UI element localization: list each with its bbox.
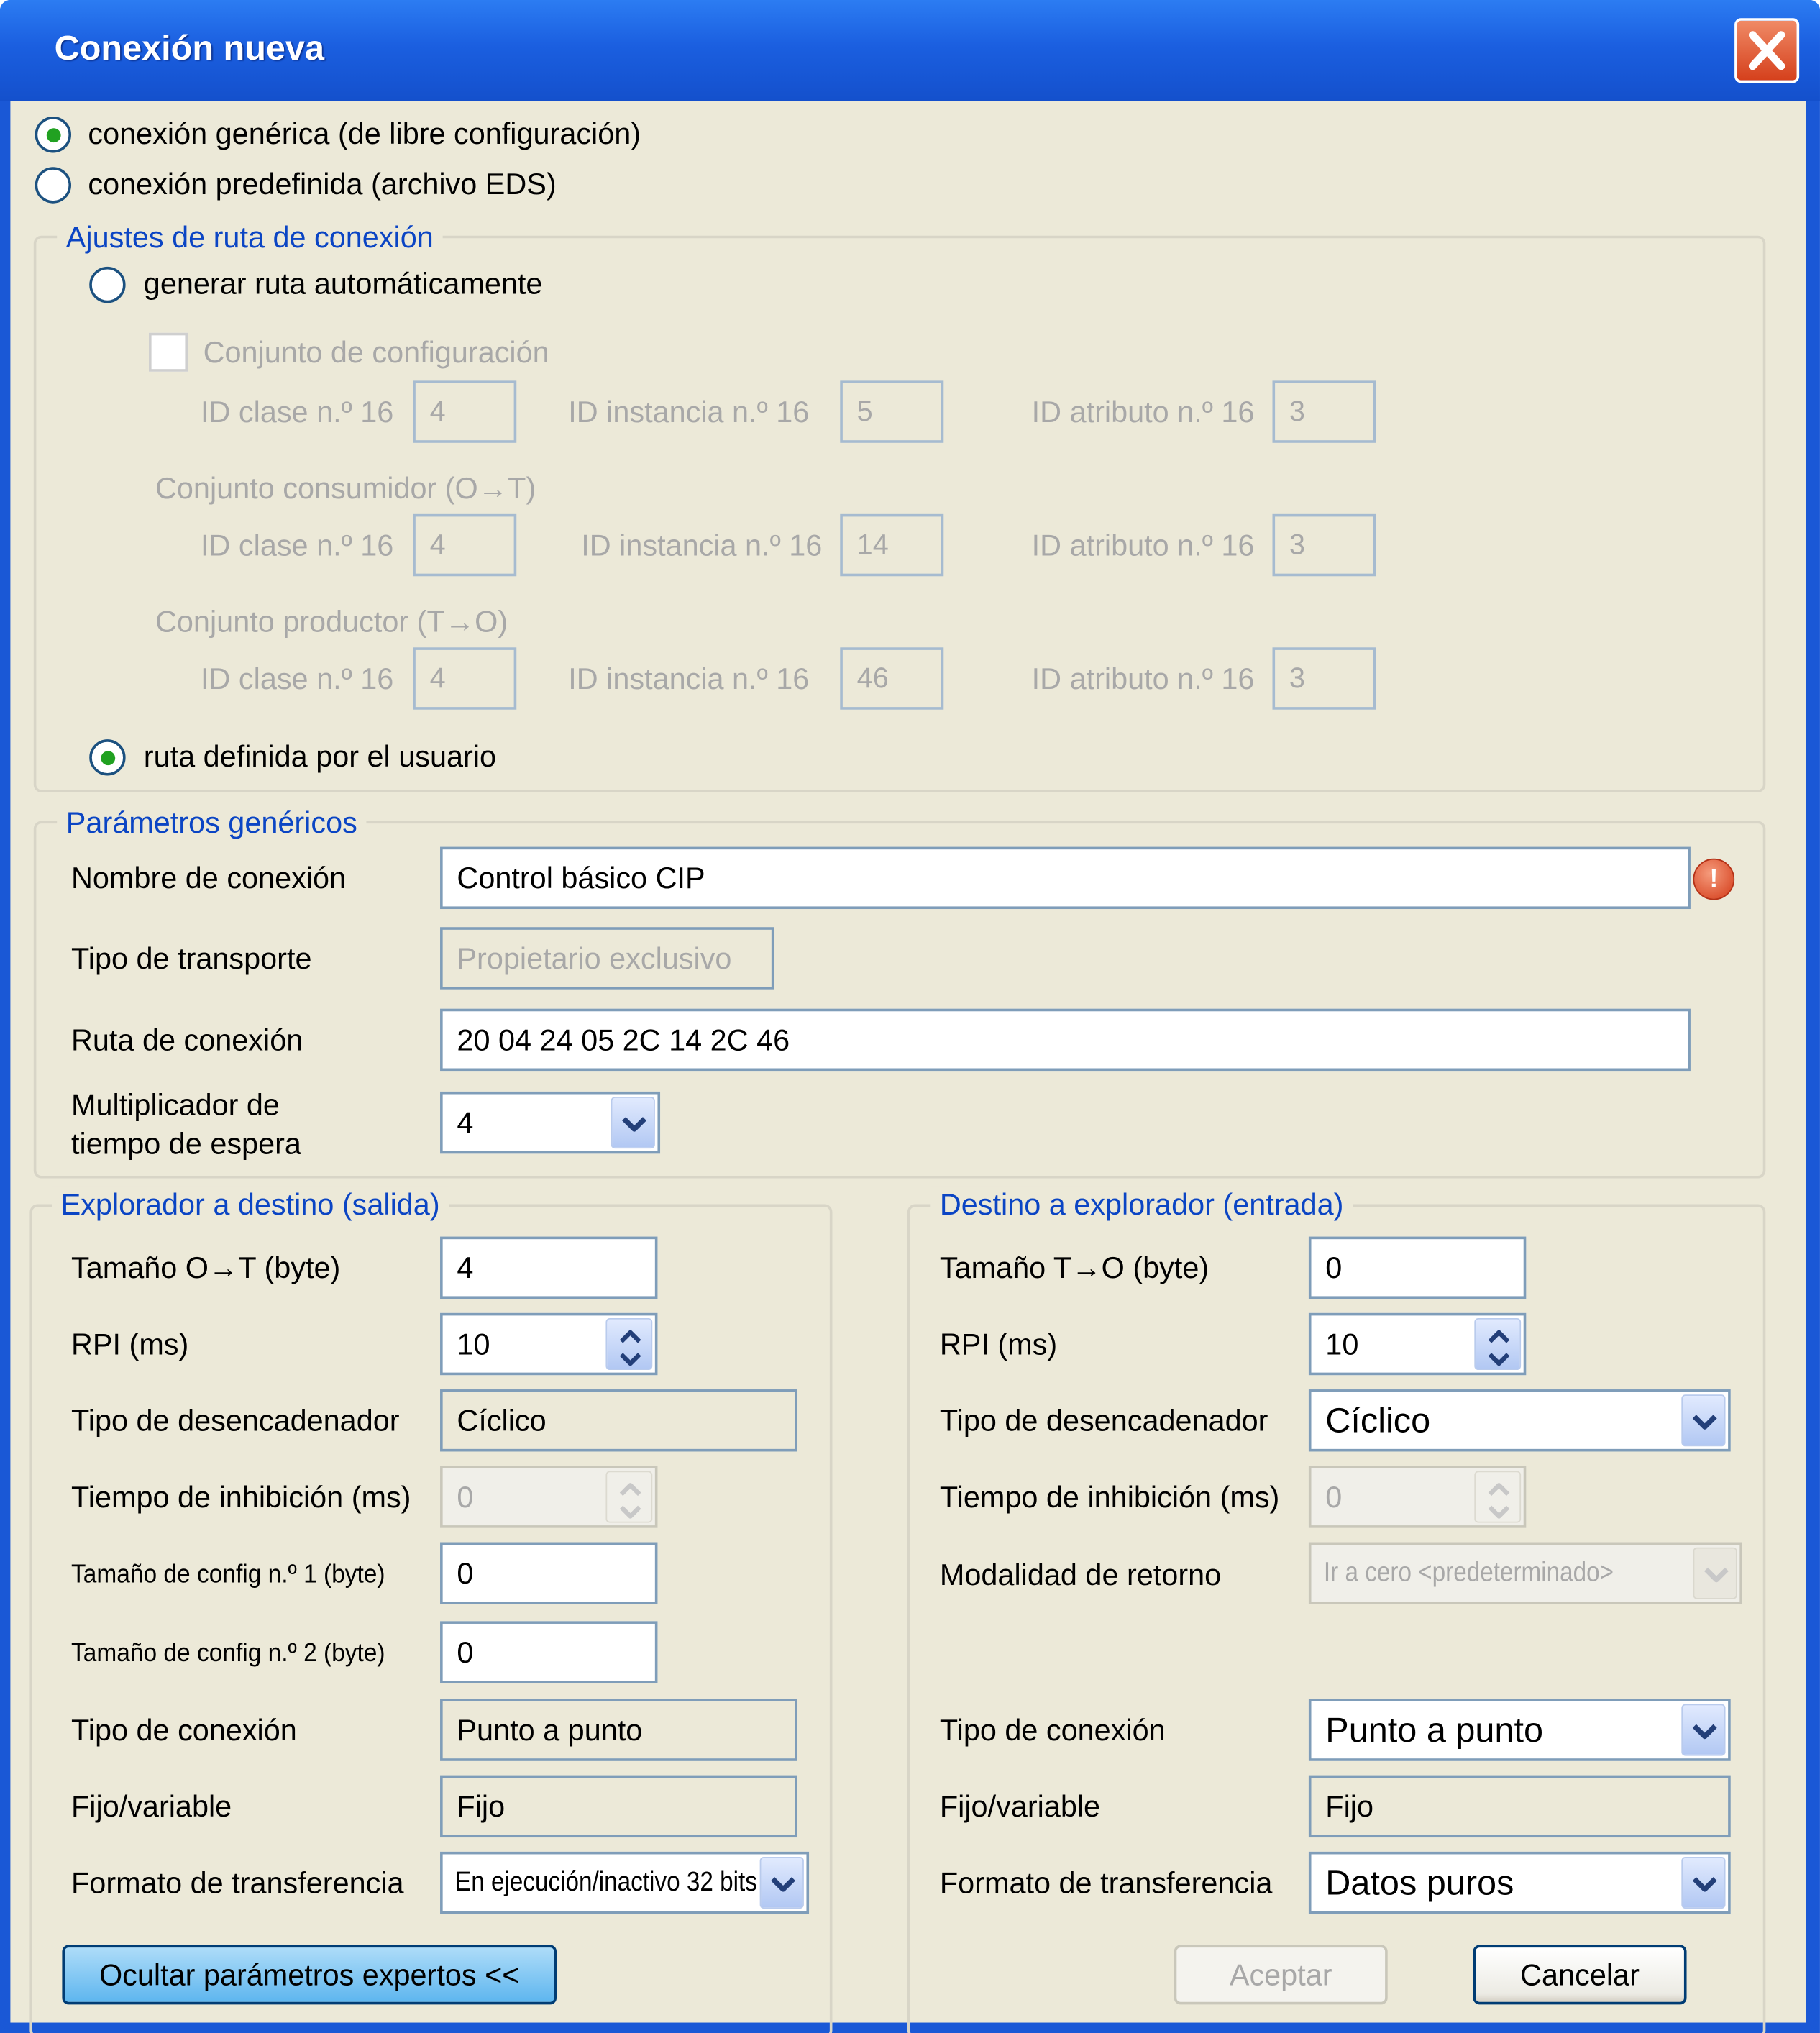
radio-generic-connection[interactable] xyxy=(35,117,71,152)
close-button[interactable] xyxy=(1734,18,1799,83)
spin-up-down-icon xyxy=(616,1325,645,1371)
producer-set-label: Conjunto productor (T→O) xyxy=(155,604,508,639)
output-format-value: En ejecución/inactivo 32 bits xyxy=(455,1867,757,1897)
output-config1-label: Tamaño de config n.º 1 (byte) xyxy=(71,1560,385,1589)
output-inhibit-label: Tiempo de inhibición (ms) xyxy=(71,1480,411,1514)
output-config2-label: Tamaño de config n.º 2 (byte) xyxy=(71,1639,385,1668)
input-trigger-label: Tipo de desencadenador xyxy=(939,1403,1268,1438)
output-format-select[interactable] xyxy=(440,1852,809,1914)
output-config1-input[interactable]: 0 xyxy=(440,1543,657,1604)
connection-path-input[interactable]: 20 04 24 05 2C 14 2C 46 xyxy=(440,1009,1691,1071)
radio-auto-path[interactable] xyxy=(89,267,125,303)
output-rpi-label: RPI (ms) xyxy=(71,1327,189,1361)
accept-button[interactable]: Aceptar xyxy=(1174,1945,1388,2005)
spin-up-down-icon xyxy=(616,1477,645,1524)
close-icon xyxy=(1737,21,1797,81)
input-size-label: Tamaño T→O (byte) xyxy=(939,1251,1209,1285)
input-fixed-label: Fijo/variable xyxy=(939,1789,1101,1824)
connection-name-label: Nombre de conexión xyxy=(71,861,347,895)
input-rpi-label: RPI (ms) xyxy=(939,1327,1058,1361)
config-instance-label: ID instancia n.º 16 xyxy=(568,395,810,429)
generic-connection-label: conexión genérica (de libre configuración) xyxy=(88,117,641,150)
chevron-down-icon xyxy=(1691,1721,1719,1742)
input-fixed-field: Fijo xyxy=(1309,1776,1731,1837)
generic-params-legend: Parámetros genéricos xyxy=(57,804,366,840)
consumer-attribute-label: ID atributo n.º 16 xyxy=(1031,528,1255,562)
input-inhibit-label: Tiempo de inhibición (ms) xyxy=(939,1480,1280,1514)
user-path-label: ruta definida por el usuario xyxy=(143,739,497,773)
timeout-multiplier-label-line2: tiempo de espera xyxy=(71,1126,301,1161)
input-rpi-spinner[interactable] xyxy=(1309,1313,1526,1375)
input-rpi-spin-buttons[interactable] xyxy=(1474,1318,1521,1370)
dialog-body xyxy=(10,101,1806,2022)
producer-attribute-label: ID atributo n.º 16 xyxy=(1031,662,1255,695)
predefined-connection-label: conexión predefinida (archivo EDS) xyxy=(88,167,557,201)
consumer-set-label: Conjunto consumidor (O→T) xyxy=(155,471,536,506)
output-inhibit-value: 0 xyxy=(457,1480,474,1514)
output-fixed-field: Fijo xyxy=(440,1776,797,1837)
consumer-instance-input[interactable]: 14 xyxy=(840,514,943,576)
output-rpi-spinner[interactable] xyxy=(440,1313,657,1375)
transport-type-field: Propietario exclusivo xyxy=(440,927,774,989)
chevron-down-icon xyxy=(620,1114,649,1135)
config-set-checkbox[interactable] xyxy=(149,333,188,372)
config-class-input[interactable]: 4 xyxy=(413,380,516,442)
input-return-label: Modalidad de retorno xyxy=(939,1558,1222,1591)
radio-predefined-connection[interactable] xyxy=(35,167,71,203)
chevron-down-icon xyxy=(1702,1564,1731,1585)
radio-selected-dot xyxy=(101,751,115,765)
producer-attribute-input[interactable]: 3 xyxy=(1272,647,1376,709)
input-inhibit-spinner xyxy=(1309,1466,1526,1527)
path-settings-legend: Ajustes de ruta de conexión xyxy=(57,219,442,255)
output-conn-type-field: Punto a punto xyxy=(440,1699,797,1760)
config-attribute-label: ID atributo n.º 16 xyxy=(1031,395,1255,429)
input-rpi-value: 10 xyxy=(1325,1327,1359,1361)
radio-selected-dot xyxy=(47,128,61,142)
input-format-select[interactable] xyxy=(1309,1852,1731,1914)
producer-class-label: ID clase n.º 16 xyxy=(201,662,394,695)
radio-user-path[interactable] xyxy=(89,739,125,775)
connection-name-input[interactable]: Control básico CIP xyxy=(440,847,1691,909)
auto-path-label: generar ruta automáticamente xyxy=(143,266,543,301)
input-inhibit-spin-buttons xyxy=(1474,1471,1521,1522)
input-format-dropdown-button[interactable] xyxy=(1681,1857,1725,1909)
input-trigger-select[interactable] xyxy=(1309,1389,1731,1451)
output-config2-input[interactable]: 0 xyxy=(440,1621,657,1683)
input-inhibit-value: 0 xyxy=(1325,1480,1343,1514)
output-rpi-value: 10 xyxy=(457,1327,490,1361)
output-size-label: Tamaño O→T (byte) xyxy=(71,1251,341,1285)
output-legend: Explorador a destino (salida) xyxy=(52,1186,449,1222)
window-title: Conexión nueva xyxy=(54,28,325,68)
config-attribute-input[interactable]: 3 xyxy=(1272,380,1376,442)
timeout-multiplier-select[interactable] xyxy=(440,1092,660,1153)
title-bar[interactable] xyxy=(0,0,1820,101)
transport-type-label: Tipo de transporte xyxy=(71,941,312,975)
output-conn-type-label: Tipo de conexión xyxy=(71,1713,297,1748)
config-set-label: Conjunto de configuración xyxy=(203,335,549,370)
warning-icon: ! xyxy=(1693,859,1735,900)
output-format-dropdown-button[interactable] xyxy=(760,1857,804,1909)
consumer-attribute-input[interactable]: 3 xyxy=(1272,514,1376,576)
output-fixed-label: Fijo/variable xyxy=(71,1789,232,1824)
input-format-label: Formato de transferencia xyxy=(939,1865,1273,1900)
output-inhibit-spinner xyxy=(440,1466,657,1527)
producer-class-input[interactable]: 4 xyxy=(413,647,516,709)
config-class-label: ID clase n.º 16 xyxy=(201,395,394,429)
output-trigger-label: Tipo de desencadenador xyxy=(71,1403,400,1438)
input-trigger-value: Cíclico xyxy=(1325,1401,1431,1440)
spin-up-down-icon xyxy=(1485,1325,1514,1371)
consumer-class-input[interactable]: 4 xyxy=(413,514,516,576)
output-trigger-field: Cíclico xyxy=(440,1389,797,1451)
spin-up-down-icon xyxy=(1485,1477,1514,1524)
input-conn-type-select[interactable] xyxy=(1309,1699,1731,1760)
input-return-dropdown-button xyxy=(1693,1548,1737,1599)
hide-expert-params-button[interactable]: Ocultar parámetros expertos << xyxy=(62,1945,557,2005)
connection-path-label: Ruta de conexión xyxy=(71,1023,303,1057)
output-inhibit-spin-buttons xyxy=(605,1471,652,1522)
input-conn-type-dropdown-button[interactable] xyxy=(1681,1704,1725,1756)
input-format-value: Datos puros xyxy=(1325,1863,1514,1903)
chevron-down-icon xyxy=(1691,1412,1719,1433)
input-size-input[interactable]: 0 xyxy=(1309,1237,1526,1299)
chevron-down-icon xyxy=(1691,1873,1719,1894)
output-size-input[interactable]: 4 xyxy=(440,1237,657,1299)
timeout-multiplier-value: 4 xyxy=(457,1105,474,1140)
chevron-down-icon xyxy=(769,1873,797,1894)
producer-instance-input[interactable]: 46 xyxy=(840,647,943,709)
consumer-instance-label: ID instancia n.º 16 xyxy=(581,528,823,562)
input-legend: Destino a explorador (entrada) xyxy=(930,1186,1353,1222)
cancel-button[interactable]: Cancelar xyxy=(1473,1945,1687,2005)
output-rpi-spin-buttons[interactable] xyxy=(605,1318,652,1370)
input-return-value: Ir a cero <predeterminado> xyxy=(1323,1558,1614,1588)
timeout-multiplier-label-line1: Multiplicador de xyxy=(71,1087,280,1122)
output-format-label: Formato de transferencia xyxy=(71,1865,404,1900)
timeout-multiplier-dropdown-button[interactable] xyxy=(611,1097,655,1148)
input-return-select xyxy=(1309,1543,1742,1604)
input-conn-type-value: Punto a punto xyxy=(1325,1710,1544,1750)
consumer-class-label: ID clase n.º 16 xyxy=(201,528,394,562)
input-trigger-dropdown-button[interactable] xyxy=(1681,1394,1725,1446)
config-instance-input[interactable]: 5 xyxy=(840,380,943,442)
input-conn-type-label: Tipo de conexión xyxy=(939,1713,1166,1748)
producer-instance-label: ID instancia n.º 16 xyxy=(568,662,810,695)
